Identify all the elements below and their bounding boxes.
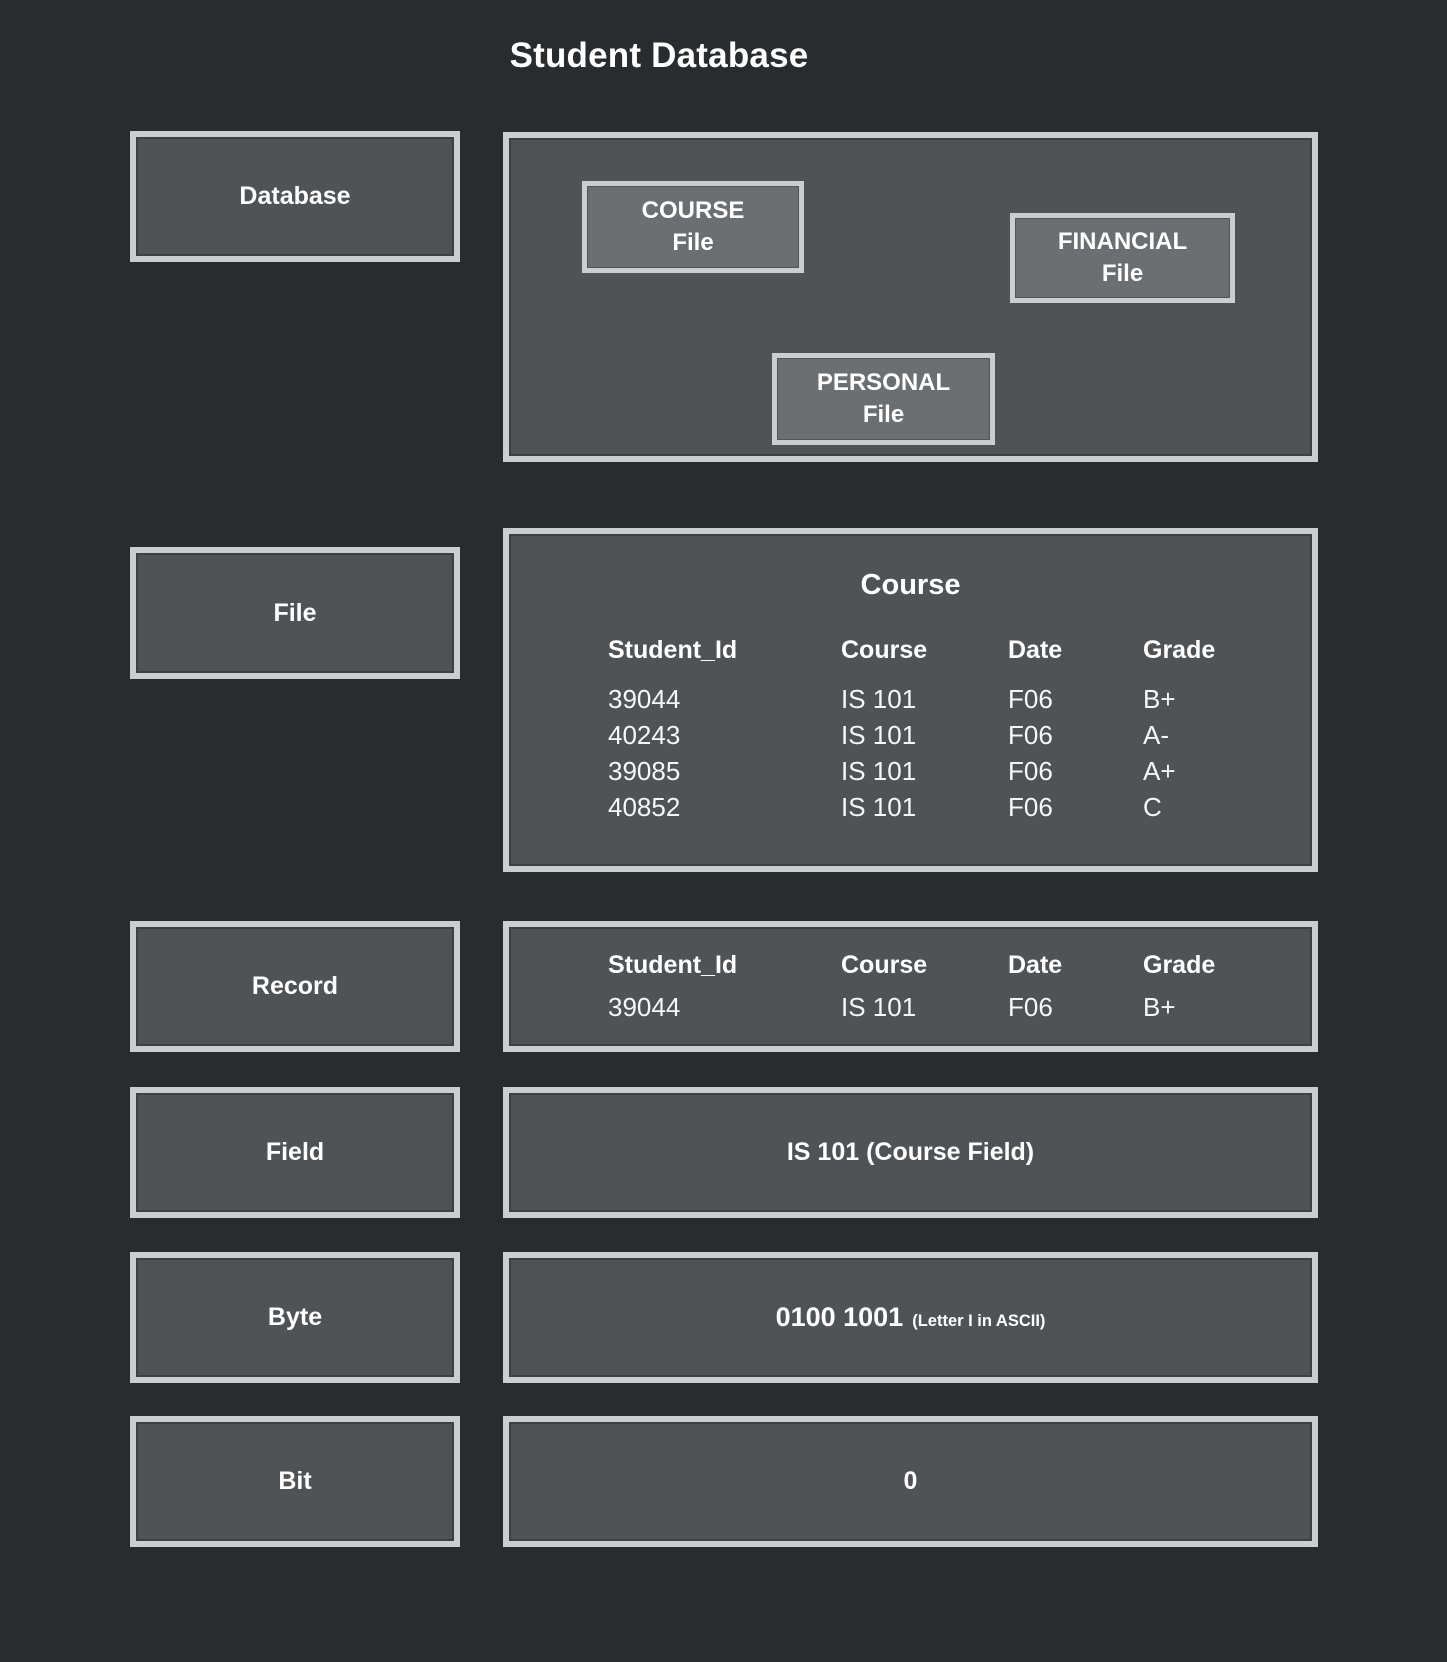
label-box-byte [130, 1252, 460, 1383]
label-box-database [130, 131, 460, 262]
file-box-financial-name: FINANCIAL [1057, 228, 1188, 256]
cell-grade: A- [1143, 720, 1169, 750]
course-table-row [509, 790, 1312, 824]
database-container [503, 132, 1318, 462]
cell-student-id: 39044 [608, 992, 681, 1022]
cell-course: IS 101 [841, 720, 917, 750]
byte-value: 0100 1001 [775, 1302, 904, 1332]
byte-content [776, 1302, 1046, 1333]
course-table-row [509, 682, 1312, 716]
cell-course: IS 101 [841, 792, 917, 822]
record-col-date: Date [1008, 951, 1063, 979]
record-col-student-id: Student_Id [608, 951, 738, 979]
cell-course: IS 101 [841, 992, 917, 1022]
cell-student-id: 40243 [608, 720, 681, 750]
cell-course: IS 101 [841, 756, 917, 786]
label-box-bit [130, 1416, 460, 1547]
bit-value: 0 [903, 1467, 918, 1495]
cell-date: F06 [1008, 992, 1053, 1022]
file-box-personal-type: File [862, 401, 905, 428]
byte-note: (Letter I in ASCII) [912, 1312, 1046, 1330]
bit-box [503, 1416, 1318, 1547]
cell-student-id: 39044 [608, 684, 681, 714]
label-box-field [130, 1087, 460, 1218]
byte-box [503, 1252, 1318, 1383]
label-field: Field [265, 1138, 325, 1166]
cell-student-id: 40852 [608, 792, 681, 822]
cell-date: F06 [1008, 756, 1053, 786]
label-database: Database [239, 182, 351, 210]
file-box-course [582, 181, 804, 273]
label-box-record [130, 921, 460, 1052]
course-file-table [503, 528, 1318, 872]
file-box-course-type: File [672, 229, 714, 256]
cell-date: F06 [1008, 684, 1053, 714]
file-box-personal-name: PERSONAL [816, 369, 951, 397]
course-col-date: Date [1008, 636, 1063, 664]
label-box-file [130, 547, 460, 679]
record-col-course: Course [841, 951, 928, 979]
label-file: File [273, 598, 317, 627]
label-record: Record [251, 972, 339, 1000]
record-col-grade: Grade [1143, 951, 1216, 979]
cell-date: F06 [1008, 792, 1053, 822]
label-byte: Byte [267, 1303, 323, 1331]
field-value: IS 101 (Course Field) [786, 1138, 1035, 1166]
record-box [503, 921, 1318, 1052]
cell-grade: B+ [1143, 992, 1176, 1022]
course-table-title: Course [860, 569, 961, 601]
cell-date: F06 [1008, 720, 1053, 750]
cell-student-id: 39085 [608, 756, 681, 786]
course-col-course: Course [841, 636, 928, 664]
cell-grade: B+ [1143, 684, 1176, 714]
course-col-grade: Grade [1143, 636, 1216, 664]
file-box-financial [1010, 213, 1235, 303]
page-title: Student Database [509, 36, 809, 75]
cell-course: IS 101 [841, 684, 917, 714]
course-table-row [509, 718, 1312, 752]
cell-grade: C [1143, 792, 1162, 822]
file-box-personal [772, 353, 995, 445]
label-bit: Bit [278, 1467, 312, 1495]
file-box-course-name: COURSE [641, 197, 745, 225]
course-col-student-id: Student_Id [608, 636, 738, 664]
record-data-row [509, 990, 1312, 1024]
course-table-header-row [509, 633, 1312, 667]
course-table-row [509, 754, 1312, 788]
record-header-row [509, 948, 1312, 982]
field-box [503, 1087, 1318, 1218]
file-box-financial-type: File [1101, 260, 1144, 287]
cell-grade: A+ [1143, 756, 1176, 786]
